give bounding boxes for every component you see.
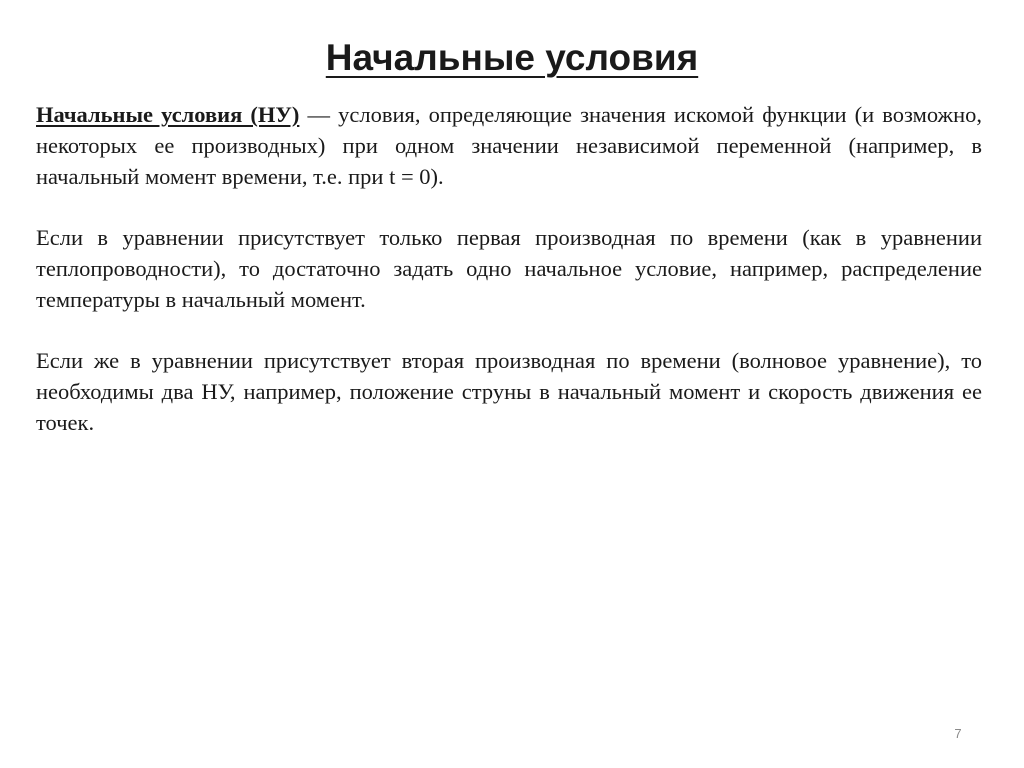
- defined-term: Начальные условия (НУ): [36, 102, 300, 127]
- page-number: 7: [954, 726, 962, 741]
- paragraph-definition: [36, 99, 982, 192]
- definition-text: — условия, определяющие значения искомой функции (и возможно, некоторых ее производных) при одном значении независимой переменной (например, в начальный момент времени, т.е. при t = 0).: [36, 102, 982, 189]
- paragraph-first-derivative: Если в уравнении присутствует только первая производная по времени (как в уравнении теплопроводности), то достаточно задать одно начальное условие, например, распределение температуры в начальный момент.: [36, 225, 982, 312]
- slide-body: [36, 99, 982, 468]
- slide-title: Начальные условия: [325, 37, 699, 78]
- paragraph-second-derivative: Если же в уравнении присутствует вторая производная по времени (волновое уравнение), то необходимы два НУ, например, положение струны в начальный момент и скорость движения ее точек.: [36, 348, 982, 435]
